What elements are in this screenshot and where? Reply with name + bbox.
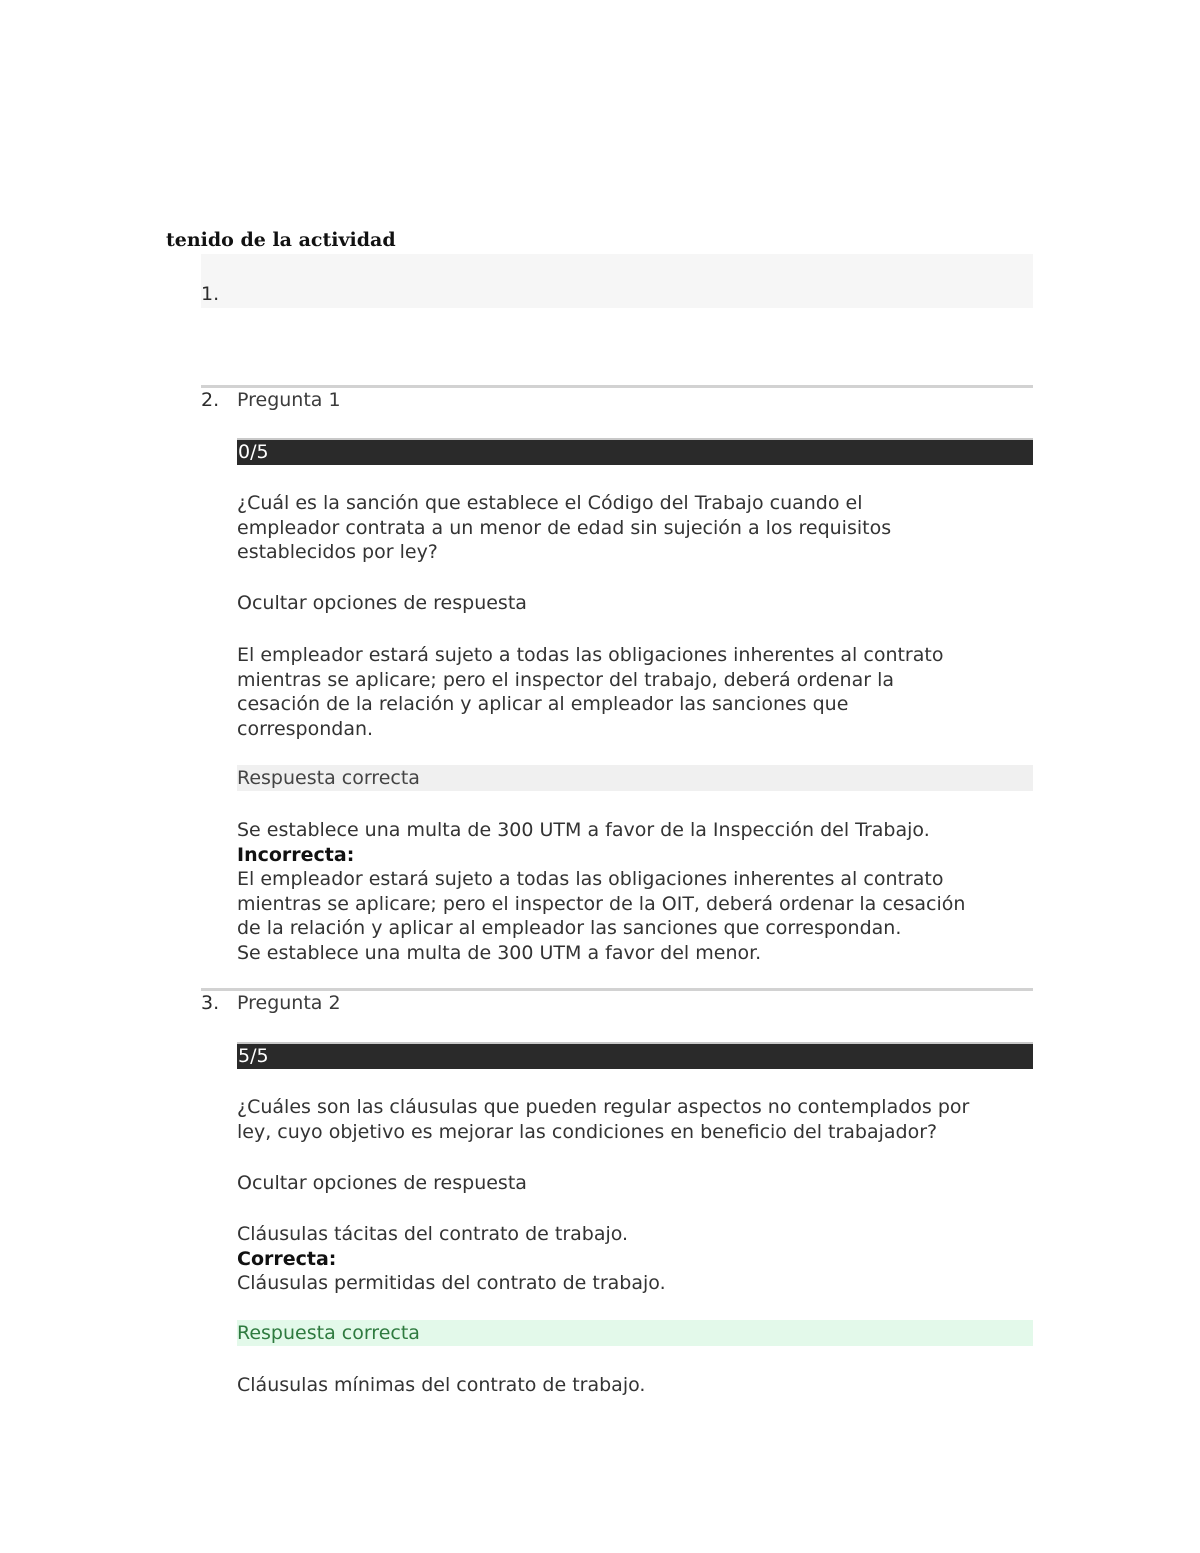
- question-1-score: 0/5: [237, 438, 1033, 465]
- selected-answer-line: mientras se aplicare; pero el inspector de la OIT, deberá ordenar la cesación: [237, 892, 966, 915]
- item-3-number: 3.: [201, 992, 220, 1014]
- option-line: El empleador estará sujeto a todas las obligaciones inherentes al contrato: [237, 644, 944, 666]
- correct-answer: Se establece una multa de 300 UTM a favor de la Inspección del Trabajo.: [237, 819, 930, 841]
- selected-answer: Cláusulas permitidas del contrato de trabajo.: [237, 1272, 666, 1294]
- question-2-correct-answer-label: Respuesta correcta: [237, 1320, 1033, 1346]
- item-1-box: [201, 254, 1033, 308]
- item-2-number: 2.: [201, 389, 220, 411]
- incorrect-status-label: Incorrecta:: [237, 843, 355, 866]
- page-heading: tenido de la actividad: [166, 229, 396, 251]
- option-line: mientras se aplicare; pero el inspector del trabajo, deberá ordenar la: [237, 668, 894, 691]
- selected-answer-line: de la relación y aplicar al empleador las sanciones que correspondan.: [237, 917, 902, 939]
- selected-answer-line: El empleador estará sujeto a todas las obligaciones inherentes al contrato: [237, 868, 944, 890]
- question-2-text-line: ley, cuyo objetivo es mejorar las condiciones en beneficio del trabajador?: [237, 1120, 938, 1143]
- question-1-text-line: establecidos por ley?: [237, 541, 438, 563]
- question-2-text: [237, 1095, 1037, 1144]
- question-1-text: [237, 491, 1037, 565]
- correct-status-label: Correcta:: [237, 1247, 337, 1270]
- item-1-number: 1.: [201, 283, 220, 305]
- option-c: Cláusulas mínimas del contrato de trabajo.: [237, 1374, 646, 1396]
- question-2-score: 5/5: [237, 1042, 1033, 1069]
- question-1-text-line: empleador contrata a un menor de edad sin sujeción a los requisitos: [237, 516, 892, 539]
- question-1-text-line: ¿Cuál es la sanción que establece el Código del Trabajo cuando el: [237, 492, 863, 514]
- question-1-title: Pregunta 1: [237, 389, 341, 411]
- question-2-hide-options-link[interactable]: Ocultar opciones de respuesta: [237, 1172, 527, 1194]
- question-1-hide-options-link[interactable]: Ocultar opciones de respuesta: [237, 592, 527, 614]
- question-1-answers: [237, 818, 1037, 965]
- option-line: correspondan.: [237, 717, 374, 740]
- option-d: Se establece una multa de 300 UTM a favor del menor.: [237, 941, 762, 964]
- question-2-answers: [237, 1222, 1037, 1296]
- question-1-option: [237, 643, 1037, 741]
- option-a: Cláusulas tácitas del contrato de trabajo.: [237, 1223, 629, 1245]
- question-2-text-line: ¿Cuáles son las cláusulas que pueden regular aspectos no contemplados por: [237, 1096, 970, 1118]
- question-2-title: Pregunta 2: [237, 992, 341, 1014]
- option-line: cesación de la relación y aplicar al empleador las sanciones que: [237, 693, 849, 715]
- question-1-correct-answer-label: Respuesta correcta: [237, 765, 1033, 791]
